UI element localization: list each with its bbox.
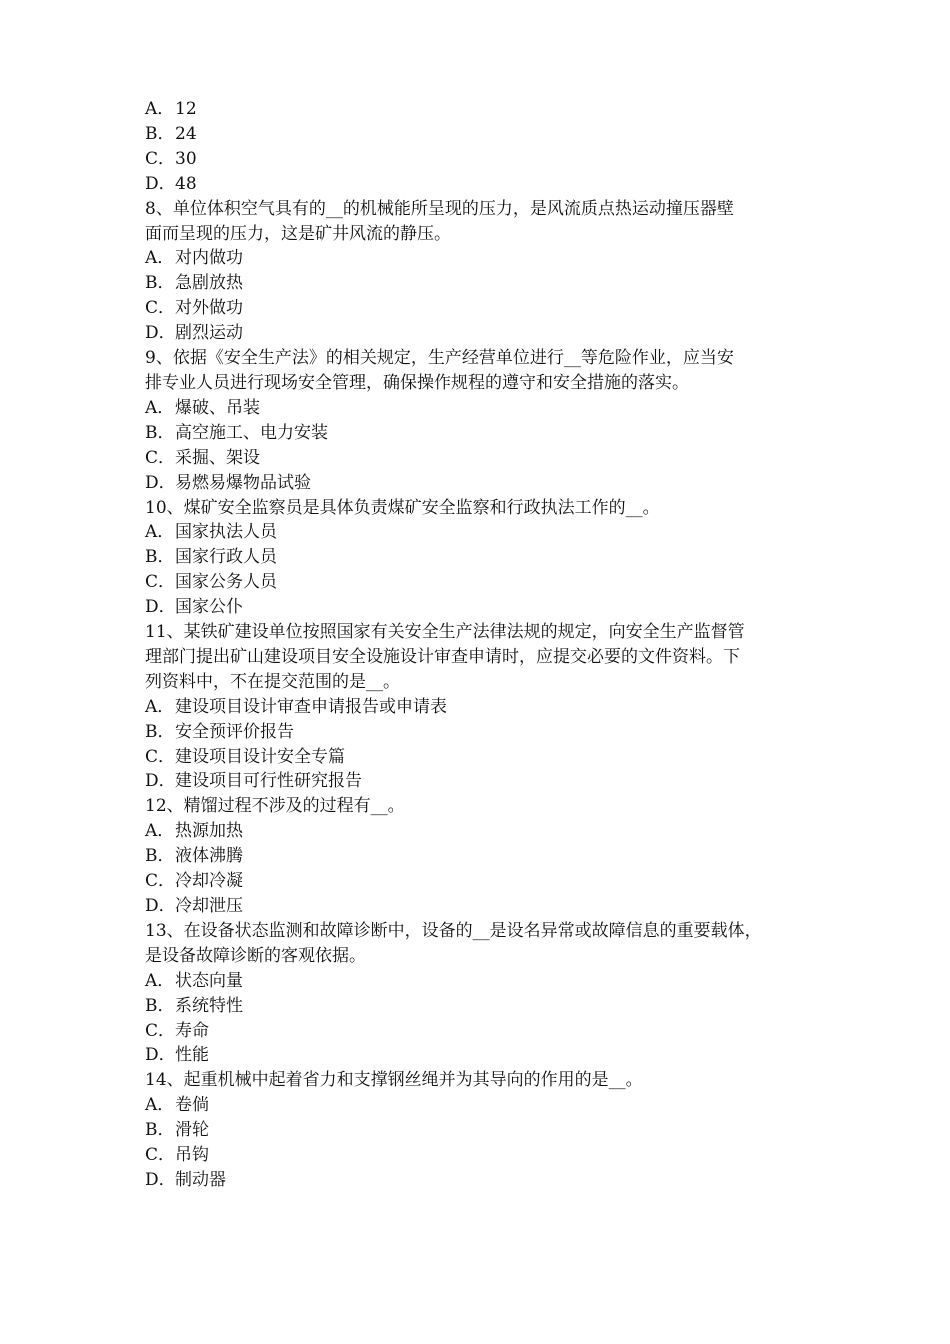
option-letter: B． (145, 123, 175, 144)
option-letter: C． (145, 746, 176, 767)
option-line (145, 1168, 810, 1193)
option-line (145, 97, 810, 122)
option-text: 性能 (175, 1045, 209, 1066)
option-text: 剧烈运动 (175, 323, 243, 344)
option-letter: A． (145, 248, 175, 269)
question-text-line: 13、在设备状态监测和故障诊断中，设备的__是设名异常或故障信息的重要载体， (145, 920, 762, 941)
option-text: 状态向量 (175, 970, 243, 991)
option-line (145, 246, 810, 271)
option-letter: B． (145, 547, 175, 568)
option-line (145, 570, 810, 595)
option-line (145, 520, 810, 545)
option-letter: B． (145, 721, 175, 742)
option-letter: C． (145, 447, 176, 468)
option-line (145, 396, 810, 421)
question-text-line: 10、煤矿安全监察员是具体负责煤矿安全监察和行政执法工作的__。 (145, 497, 660, 518)
option-letter: D． (145, 597, 176, 618)
option-text: 建设项目设计安全专篇 (175, 746, 345, 767)
option-line (145, 172, 810, 197)
option-text: 制动器 (175, 1169, 226, 1190)
option-line (145, 1143, 810, 1168)
option-line (145, 869, 810, 894)
option-letter: A． (145, 99, 175, 119)
question-block (145, 197, 810, 346)
option-letter: C． (145, 148, 176, 169)
option-letter: B． (145, 1120, 175, 1141)
option-text: 易燃易爆物品试验 (175, 472, 311, 493)
option-letter: D． (145, 1045, 176, 1066)
option-letter: D． (145, 896, 176, 916)
option-letter: C． (145, 1145, 176, 1166)
option-line (145, 421, 810, 446)
question-text-line: 11、某铁矿建设单位按照国家有关安全生产法律法规的规定，向安全生产监督管 (145, 622, 745, 643)
option-text: 卷倘 (175, 1095, 209, 1116)
option-text: 24 (175, 123, 197, 144)
option-line (145, 994, 810, 1019)
option-text: 高空施工、电力安装 (175, 422, 328, 443)
option-letter: A． (145, 1095, 175, 1116)
option-letter: C． (145, 1020, 176, 1041)
option-text: 国家公务人员 (175, 572, 277, 593)
question-text-line: 是设备故障诊断的客观依据。 (145, 945, 366, 966)
question-text-line: 9、依据《安全生产法》的相关规定，生产经营单位进行__等危险作业，应当安 (145, 348, 734, 369)
option-text: 急剧放热 (175, 273, 243, 294)
option-line (145, 471, 810, 496)
option-letter: A． (145, 970, 175, 991)
option-line (145, 1118, 810, 1143)
option-text: 对外做功 (175, 298, 243, 319)
question-text-line: 排专业人员进行现场安全管理，确保操作规程的遵守和安全措施的落实。 (145, 372, 689, 393)
option-letter: A． (145, 821, 175, 842)
question-block (145, 496, 810, 621)
question-text-line: 12、精馏过程不涉及的过程有__。 (145, 796, 405, 817)
question-text-line: 8、单位体积空气具有的__的机械能所呈现的压力，是风流质点热运动撞压器壁 (145, 198, 734, 219)
question-block (145, 919, 810, 1068)
option-text: 采掘、架设 (175, 447, 260, 468)
option-line (145, 1019, 810, 1044)
option-text: 寿命 (175, 1020, 209, 1041)
option-letter: B． (145, 846, 175, 867)
option-line (145, 969, 810, 994)
option-letter: D． (145, 1169, 176, 1190)
option-letter: D． (145, 173, 176, 194)
option-text: 液体沸腾 (175, 846, 243, 867)
option-text: 国家公仆 (175, 597, 243, 618)
option-line (145, 545, 810, 570)
leading-options (145, 97, 810, 197)
option-letter: A． (145, 696, 175, 717)
question-list (145, 197, 810, 1193)
option-letter: B． (145, 273, 175, 294)
option-line (145, 446, 810, 471)
question-block (145, 794, 810, 919)
option-line (145, 1043, 810, 1068)
option-letter: C． (145, 298, 176, 319)
option-line (145, 147, 810, 172)
option-text: 30 (175, 148, 197, 169)
option-text: 吊钩 (175, 1145, 209, 1166)
option-line (145, 1093, 810, 1118)
option-text: 爆破、吊装 (175, 397, 260, 418)
option-letter: A． (145, 397, 175, 418)
option-text: 12 (175, 99, 197, 119)
option-text: 国家行政人员 (175, 547, 277, 568)
option-text: 冷却冷凝 (175, 871, 243, 892)
option-letter: C． (145, 572, 176, 593)
option-letter: D． (145, 472, 176, 493)
option-letter: C． (145, 871, 176, 892)
question-text-line: 面而呈现的压力，这是矿井风流的静压。 (145, 223, 451, 244)
option-letter: A． (145, 522, 175, 543)
option-text: 冷却泄压 (175, 896, 243, 916)
option-letter: D． (145, 323, 176, 344)
question-text-line: 理部门提出矿山建设项目安全设施设计审查申请时，应提交必要的文件资料。下 (145, 646, 740, 667)
option-line (145, 819, 810, 844)
option-letter: B． (145, 995, 175, 1016)
option-line (145, 695, 810, 720)
option-line (145, 844, 810, 869)
option-line (145, 769, 810, 794)
option-letter: B． (145, 422, 175, 443)
option-text: 国家执法人员 (175, 522, 277, 543)
question-text-line: 14、起重机械中起着省力和支撑钢丝绳并为其导向的作用的是__。 (145, 1070, 643, 1091)
option-text: 滑轮 (175, 1120, 209, 1141)
option-text: 建设项目设计审查申请报告或申请表 (175, 696, 447, 717)
option-line (145, 720, 810, 745)
question-block (145, 1068, 810, 1193)
question-block (145, 620, 810, 794)
option-text: 安全预评价报告 (175, 721, 294, 742)
option-text: 系统特性 (175, 995, 243, 1016)
option-letter: D． (145, 771, 176, 792)
option-line (145, 745, 810, 770)
option-text: 对内做功 (175, 248, 243, 269)
option-line (145, 321, 810, 346)
question-text-line: 列资料中，不在提交范围的是__。 (145, 671, 400, 692)
option-line (145, 595, 810, 620)
document-page (145, 97, 810, 1193)
option-line (145, 894, 810, 919)
option-line (145, 122, 810, 147)
option-text: 48 (175, 173, 197, 194)
option-line (145, 271, 810, 296)
option-line (145, 296, 810, 321)
question-block (145, 346, 810, 495)
option-text: 建设项目可行性研究报告 (175, 771, 362, 792)
option-text: 热源加热 (175, 821, 243, 842)
